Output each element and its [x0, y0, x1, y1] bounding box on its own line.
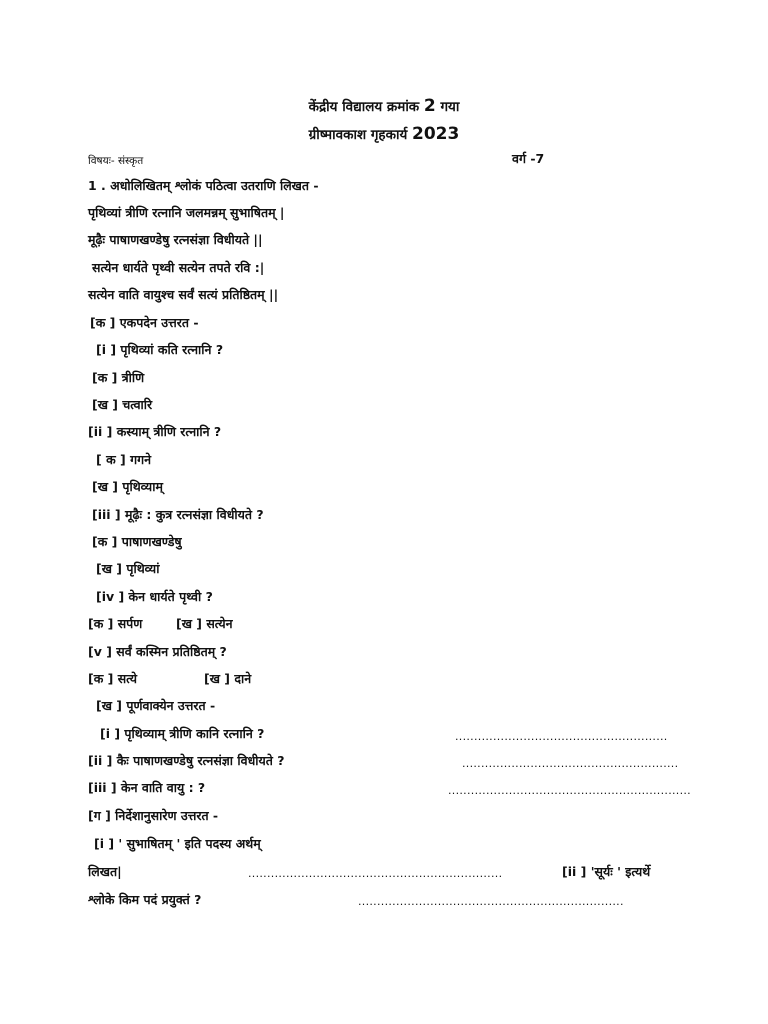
class-label: वर्ग -7 [512, 151, 545, 166]
ka-question-iii-option-b: [ख ] पृथिव्यां [96, 561, 160, 576]
ka-question-i: [i ] पृथिव्यां कति रत्नानि ? [96, 342, 224, 357]
ga-answer-line-i[interactable]: ................................................................... [248, 867, 503, 880]
kha-answer-line-iii[interactable]: ................................................................ [448, 784, 691, 797]
homework-label: ग्रीष्मावकाश गृहकार्य [308, 127, 408, 143]
ga-answer-line-ii[interactable]: ...................................................................... [358, 895, 624, 908]
ka-question-v: [v ] सर्वं कस्मिन प्रतिष्ठितम् ? [88, 644, 227, 659]
section-ka-heading: [क ] एकपदेन उत्तरत - [90, 315, 199, 330]
ga-question-ii-line-2: श्लोके किम पदं प्रयुक्तं ? [88, 892, 202, 907]
ka-question-ii-option-b: [ख ] पृथिव्याम् [92, 479, 163, 494]
verse-line-3: सत्येन धार्यते पृथ्वी सत्येन तपते रवि :| [92, 260, 265, 275]
ka-question-iii-option-a: [क ] पाषाणखण्डेषु [92, 534, 182, 549]
kha-question-i: [i ] पृथिव्याम् त्रीणि कानि रत्नानि ? [100, 726, 265, 741]
ka-question-v-option-a: [क ] सत्ये [88, 671, 138, 686]
section-ga-heading: [ग ] निर्देशानुसारेण उत्तरत - [88, 808, 219, 823]
kha-question-ii: [ii ] कैः पाषाणखण्डेषु रत्नसंज्ञा विधीयते ? [88, 753, 285, 768]
ka-question-i-option-a: [क ] त्रीणि [92, 370, 145, 385]
question-1-heading: 1 . अधोलिखितम् श्लोकं पठित्वा उतराणि लिखत - [88, 178, 319, 193]
verse-line-2: मूढ़ैः पाषाणखण्डेषु रत्नसंज्ञा विधीयते || [88, 232, 263, 247]
homework-title [0, 126, 768, 143]
ka-question-iii: [iii ] मूढ़ैः : कुत्र रत्नसंज्ञा विधीयते ? [92, 507, 264, 522]
subject-label: विषयः- संस्कृत [88, 155, 144, 167]
section-kha-heading: [ख ] पूर्णवाक्येन उत्तरत - [96, 698, 216, 713]
ka-question-ii-option-a: [ क ] गगने [96, 452, 152, 467]
school-city: गया [440, 99, 460, 115]
ka-question-iv: [iv ] केन धार्यते पृथ्वी ? [96, 589, 213, 604]
verse-line-4: सत्येन वाति वायुश्च सर्वं सत्यं प्रतिष्ठितम् || [88, 287, 279, 302]
ka-question-iv-option-b: [ख ] सत्येन [176, 616, 233, 631]
ga-question-i-line-2: लिखत| [88, 864, 122, 879]
ka-question-v-option-b: [ख ] दाने [204, 671, 252, 686]
verse-line-1: पृथिव्यां त्रीणि रत्नानि जलमन्नम् सुभाषितम् | [88, 205, 285, 220]
homework-year: 2023 [412, 124, 460, 144]
school-number: 2 [423, 96, 436, 116]
ga-question-i-line-1: [i ] ' सुभाषितम् ' इति पदस्य अर्थम् [94, 836, 261, 851]
ka-question-i-option-b: [ख ] चत्वारि [92, 397, 153, 412]
kha-question-iii: [iii ] केन वाति वायु : ? [88, 780, 206, 795]
school-title [0, 98, 768, 115]
ka-question-iv-option-a: [क ] सर्पण [88, 616, 143, 631]
ka-question-ii: [ii ] कस्याम् त्रीणि रत्नानि ? [88, 424, 222, 439]
kha-answer-line-i[interactable]: ........................................................ [455, 730, 668, 743]
school-name: केंद्रीय विद्यालय क्रमांक [308, 99, 420, 115]
kha-answer-line-ii[interactable]: ......................................................... [462, 757, 679, 770]
ga-question-ii-line-1: [ii ] 'सूर्यः ' इत्यर्थे [562, 864, 651, 879]
